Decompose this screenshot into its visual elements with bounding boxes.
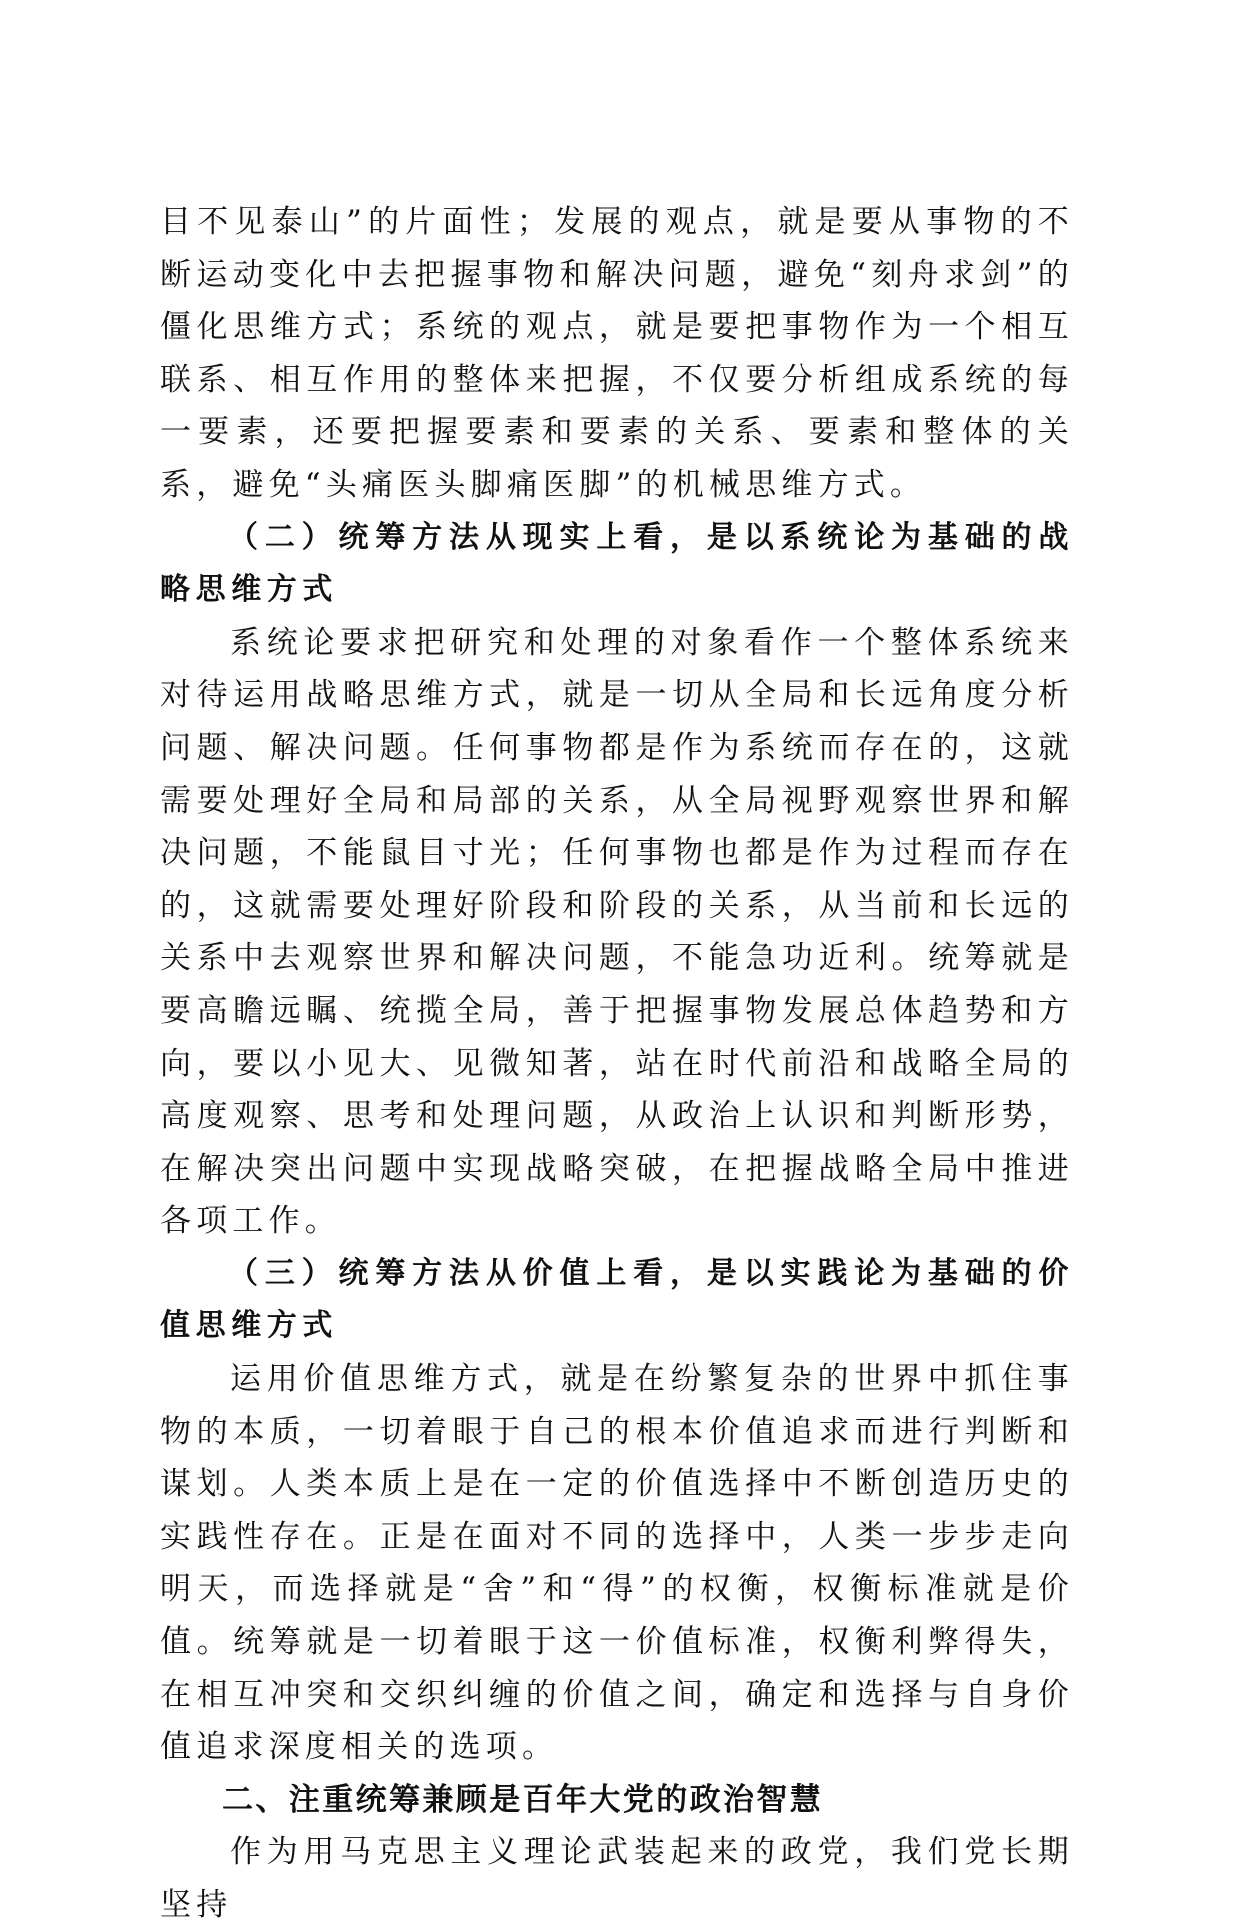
subheading-strategic-thinking: （二）统筹方法从现实上看，是以系统论为基础的战略思维方式	[160, 519, 1074, 608]
body-paragraph-systems-theory: 系统论要求把研究和处理的对象看作一个整体系统来对待运用战略思维方式，就是一切从全局和长远角度分析问题、解决问题。任何事物都是作为系统而存在的，这就需要处理好全局和局部的关系，从全局视野观察世界和解决问题，不能鼠目寸光；任何事物也都是作为过程而存在的，这就需要处理好阶段和阶段的关系，从当前和长远的关系中去观察世界和解决问题，不能急功近利。统筹就是要高瞻远瞩、统揽全局，善于把握事物发展总体趋势和方向，要以小见大、见微知著，站在时代前沿和战略全局的高度观察、思考和处理问题，从政治上认识和判断形势，在解决突出问题中实现战略突破，在把握战略全局中推进各项工作。	[160, 624, 1074, 1240]
body-paragraph-value-thinking: 运用价值思维方式，就是在纷繁复杂的世界中抓住事物的本质，一切着眼于自己的根本价值追求而进行判断和谋划。人类本质上是在一定的价值选择中不断创造历史的实践性存在。正是在面对不同的选择中，人类一步步走向明天，而选择就是“舍”和“得”的权衡，权衡标准就是价值。统筹就是一切着眼于这一价值标准，权衡利弊得失，在相互冲突和交织纠缠的价值之间，确定和选择与自身价值追求深度相关的选项。	[160, 1361, 1074, 1766]
body-paragraph-party: 作为用马克思主义理论武装起来的政党，我们党长期坚持	[160, 1834, 1074, 1923]
section-title-political-wisdom: 二、注重统筹兼顾是百年大党的政治智慧	[222, 1781, 824, 1818]
document-page	[160, 196, 1074, 1932]
body-paragraph-viewpoints: 目不见泰山”的片面性；发展的观点，就是要从事物的不断运动变化中去把握事物和解决问题，避免“刻舟求剑”的僵化思维方式；系统的观点，就是要把事物作为一个相互联系、相互作用的整体来把握，不仅要分析组成系统的每一要素，还要把握要素和要素的关系、要素和整体的关系，避免“头痛医头脚痛医脚”的机械思维方式。	[160, 204, 1074, 503]
subheading-value-thinking: （三）统筹方法从价值上看，是以实践论为基础的价值思维方式	[160, 1255, 1074, 1344]
